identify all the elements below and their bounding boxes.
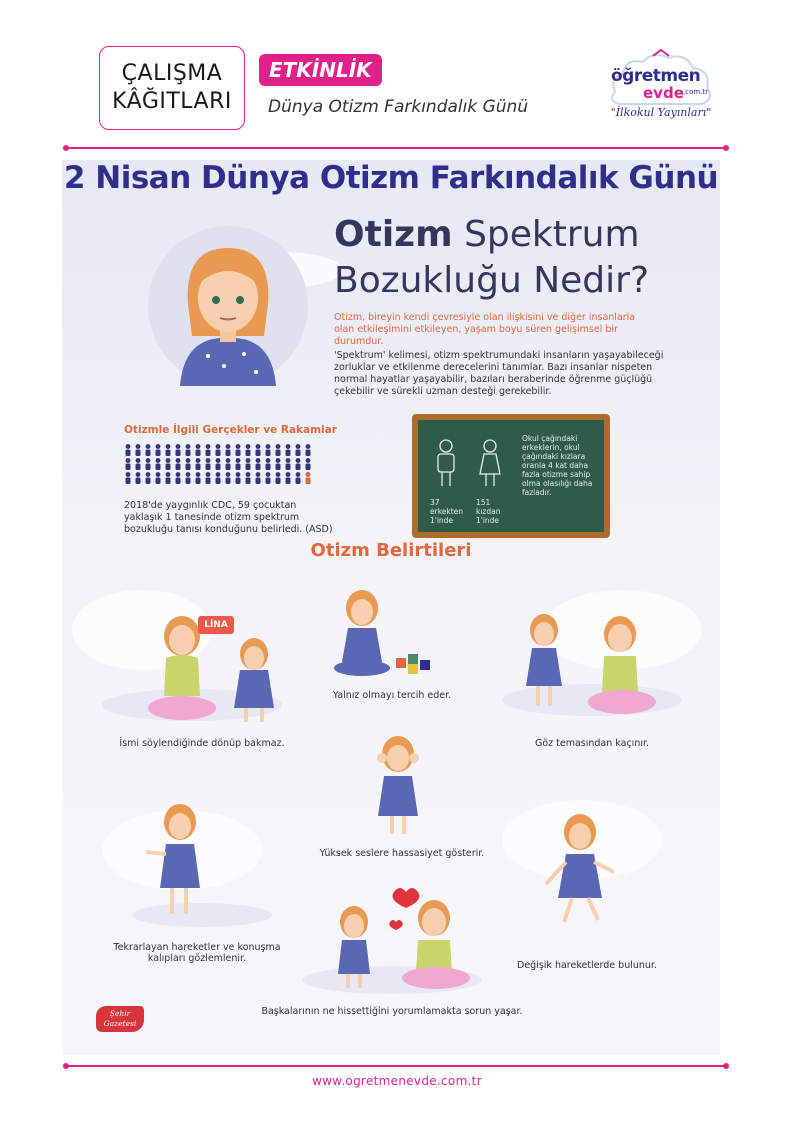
logo-tagline: "İlkokul Yayınları": [610, 106, 712, 119]
activity-tag: ETKİNLİK: [259, 54, 382, 86]
infographic-poster: [62, 160, 720, 1055]
people-pictogram-icon: [124, 444, 320, 498]
poster-title: 2 Nisan Dünya Otizm Farkındalık Günü: [63, 160, 719, 196]
footer-dot-right: [723, 1063, 729, 1069]
publisher-logo: [605, 48, 717, 130]
boy-girl-chalk-icon: [432, 438, 502, 488]
different-movements-illustration: [540, 812, 620, 928]
repetitive-movement-illustration: [142, 802, 212, 922]
caption-feelings: Başkalarının ne hissettiğini yorumlamakta sorun yaşar.: [261, 1006, 523, 1017]
autism-spectrum-heading: [334, 212, 649, 304]
spectrum-explanation: 'Spektrum' kelimesi, otizm spektrumundaki insanların yaşayabileceği zorluklar ve etkilenme derecelerini tanımlar. Bazı insanlar nispeten normal hayatlar yaşayabilir, bazıları beraberinde öğrenme güçlüğü çekebilir ve sürekli uzman desteği gerekebilir.: [334, 350, 664, 397]
symptoms-title: Otizm Belirtileri: [310, 540, 472, 561]
girl-portrait-illustration: [148, 226, 308, 386]
badge-line-2: KÂĞITLARI: [112, 89, 232, 114]
divider-dot-left: [63, 145, 69, 151]
covering-ears-illustration: [368, 736, 428, 836]
logo-name: öğretmen: [611, 66, 701, 86]
logo-domain: .com.tr: [683, 88, 709, 96]
source-logo-line-2: Gazetesi: [103, 1019, 137, 1028]
source-newspaper-logo: [96, 1006, 144, 1032]
source-logo-line-1: Şehir: [109, 1009, 131, 1018]
footer-divider: [66, 1065, 726, 1067]
heading-bold: Otizm: [334, 214, 453, 255]
logo-name-2: evde: [643, 84, 684, 102]
caption-prefers-alone: Yalnız olmayı tercih eder.: [332, 690, 452, 701]
caption-eye-contact: Göz temasından kaçınır.: [534, 738, 650, 749]
divider-dot-right: [723, 145, 729, 151]
caption-loud-sounds: Yüksek seslere hassasiyet gösterir.: [319, 848, 485, 859]
footer-website-link[interactable]: www.ogretmenevde.com.tr: [312, 1074, 482, 1088]
child-alone-blocks-illustration: [322, 588, 462, 678]
facts-text: 2018'de yaygınlık CDC, 59 çocuktan yaklaşık 1 tanesinde otizm spektrum bozukluğu tanısı konduğunu belirledi. (ASD): [124, 500, 333, 535]
autism-definition: Otizm, bireyin kendi çevresiyle olan ilişkisini ve diğer insanlarla olan etkileşimini etkileyen, yaşam boyu süren gelişimsel bir durumdur.: [334, 312, 636, 347]
footer-dot-left: [63, 1063, 69, 1069]
heading-rest: Spektrum: [452, 214, 640, 255]
board-ratio-text: Okul çağındaki erkeklerin, okul çağındaki kızlara oranla 4 kat daha fazla otizme sahip olma olasılığı daha fazladır.: [522, 434, 593, 497]
lina-speech-bubble: LİNA: [198, 616, 234, 634]
facts-title: Otizmle İlgili Gerçekler ve Rakamlar: [124, 424, 337, 436]
girls-ratio: 151 kızdan 1'inde: [476, 498, 501, 525]
badge-line-1: ÇALIŞMA: [121, 61, 223, 86]
worksheet-subtitle: Dünya Otizm Farkındalık Günü: [268, 97, 529, 117]
boys-ratio: 37 erkekten 1'inde: [430, 498, 464, 525]
avoiding-eye-contact-illustration: [518, 610, 658, 720]
worksheet-badge: [99, 46, 245, 130]
heading-line-2: Bozukluğu Nedir?: [334, 260, 650, 301]
caption-different-movements: Değişik hareketlerde bulunur.: [517, 960, 657, 971]
chalkboard-statistics: [412, 414, 610, 538]
header-divider: [66, 147, 726, 149]
caption-name-response: İsmi söylendiğinde dönüp bakmaz.: [119, 738, 285, 749]
understanding-feelings-illustration: [326, 882, 472, 992]
caption-repetitive: Tekrarlayan hareketler ve konuşma kalıpları gözlemlenir.: [113, 942, 281, 964]
